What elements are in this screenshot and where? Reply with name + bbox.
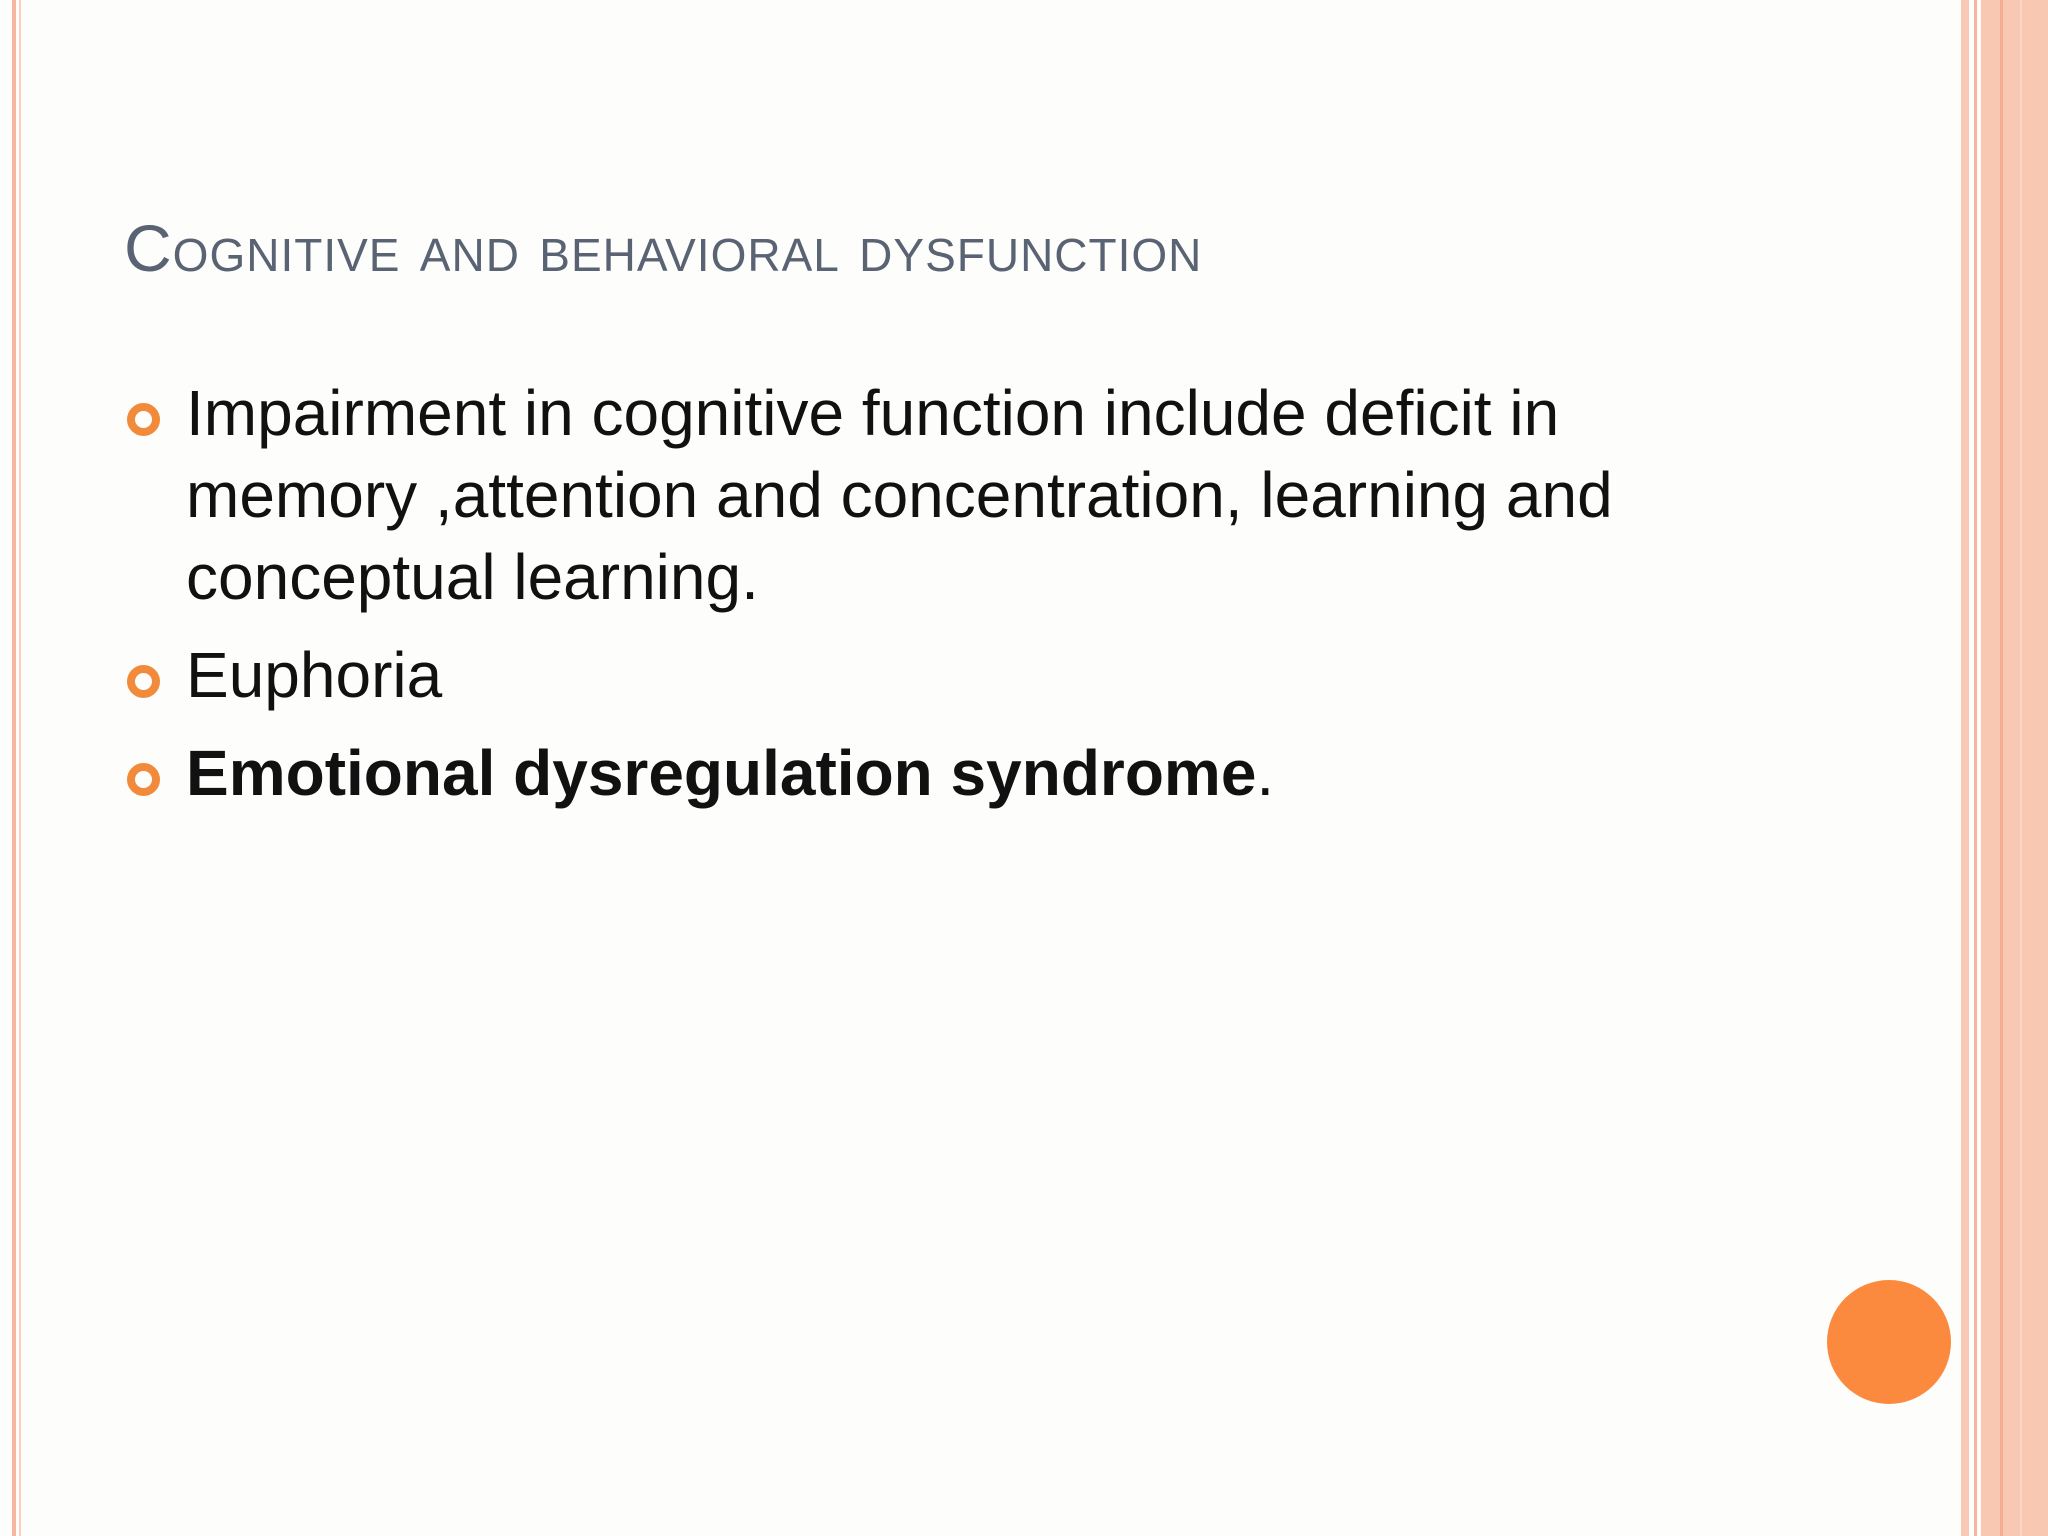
right-border-band [1981, 0, 2048, 1536]
bullet-text: Euphoria [186, 639, 443, 711]
bullet-item [124, 634, 1744, 716]
left-border-stripe [12, 0, 16, 1536]
bullet-item [124, 372, 1744, 618]
slide-title: Cognitive and behavioral dysfunction [124, 211, 1203, 285]
bullet-text-suffix: . [1256, 737, 1275, 809]
right-border-band-line [2000, 0, 2003, 1536]
bullet-text: Impairment in cognitive function include deficit in memory ,attention and concentration, learning and conceptual learning. [186, 377, 1613, 613]
right-border-band-line-light [2020, 0, 2022, 1536]
bullet-circle-icon [127, 763, 160, 796]
accent-circle [1827, 1280, 1951, 1404]
bullet-text-bold: Emotional dysregulation syndrome [186, 737, 1257, 809]
right-border-stripe-thin [1974, 0, 1977, 1536]
right-border-stripe [1961, 0, 1969, 1536]
bullet-circle-icon [127, 403, 160, 436]
bullet-item [124, 732, 1744, 814]
bullet-circle-icon [127, 665, 160, 698]
bullet-list [124, 372, 1744, 830]
left-border-stripe-inner [19, 0, 21, 1536]
